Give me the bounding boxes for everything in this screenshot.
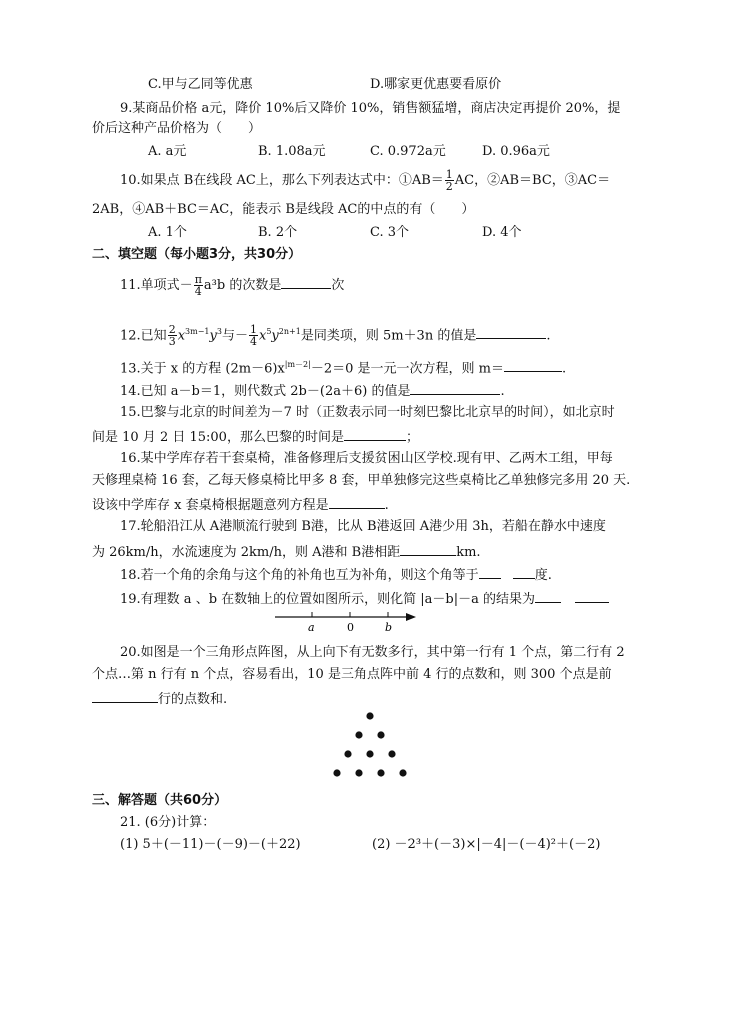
q20-answer-blank[interactable] [92, 688, 158, 703]
q19-answer-blank-2[interactable] [575, 588, 609, 603]
q10-option-b: B. 2个 [258, 225, 298, 240]
triangle-dot-figure [322, 708, 418, 790]
q10-text-post: AC，②AB＝BC，③AC＝ [454, 173, 611, 188]
triangle-dot [355, 731, 362, 738]
q11-text-pre: 11.单项式－ [120, 278, 193, 293]
triangle-dot [399, 769, 406, 776]
q15-line2 [92, 426, 419, 447]
q20-line1: 20.如图是一个三角形点阵图，从上向下有无数多行，其中第一行有 1 个点，第二行有 2 [120, 645, 625, 660]
q14-text-end: . [500, 384, 505, 399]
q9-option-c: C. 0.972a元 [370, 144, 446, 159]
q21-title: 21. (6分)计算： [120, 815, 216, 830]
q12-fraction-1 [168, 324, 177, 347]
q13-text-mid: －2＝0 是一元一次方程，则 m＝ [310, 361, 504, 377]
q12-text-pre: 12.已知 [120, 328, 167, 344]
q12-term-x2-exp: 5 [266, 327, 272, 336]
q9-line2: 价后这种产品价格为（ ） [92, 121, 262, 136]
number-line-arrow [406, 613, 416, 621]
q11-frac-num: π [194, 273, 202, 286]
q20-line3 [92, 688, 227, 709]
q8-option-c: C.甲与乙同等优惠 [148, 77, 253, 92]
q18-answer-blank[interactable] [479, 564, 501, 579]
q12-term-y1: y [209, 328, 217, 344]
triangle-dot [366, 712, 373, 719]
q17-text: 为 26km/h，水流速度为 2km/h，则 A港和 B港相距 [92, 545, 401, 560]
q16-line2: 天修理桌椅 16 套，乙每天修桌椅比甲多 8 套，甲单独修完这些桌椅比乙单独修完多用 20 天. [92, 473, 631, 488]
section3-heading: 三、解答题（共60分） [92, 793, 228, 808]
triangle-dot [355, 769, 362, 776]
q11-text-mid: a³b 的次数是 [203, 278, 282, 293]
q11-fraction [194, 274, 203, 297]
q21-part1: (1) 5＋(－11)－(－9)－(＋22) [120, 837, 301, 852]
q12-f1-den: 3 [168, 335, 176, 349]
q12-line [120, 318, 550, 350]
q13-text-pre: 13.关于 x 的方程 (2m－6)x [120, 361, 285, 377]
q18-line [120, 564, 552, 585]
q18-text-end: 度. [534, 568, 552, 583]
q17-text-end: km. [456, 545, 481, 560]
q15-text-end: ； [405, 430, 419, 445]
q20-text: 行的点数和. [158, 692, 228, 707]
q12-term-x1-exp: 3m−1 [185, 327, 210, 336]
q12-term-y2: y [271, 328, 279, 344]
q10-fraction [445, 169, 454, 192]
q10-line1 [120, 168, 610, 194]
q9-option-b: B. 1.08a元 [258, 144, 326, 159]
q21-part2: (2) －2³＋(－3)×|－4|－(－4)²＋(－2) [372, 837, 601, 852]
q14-answer-blank[interactable] [410, 380, 500, 395]
q12-fraction-2 [249, 324, 258, 347]
q16-text-end: . [384, 498, 389, 513]
q13-answer-blank[interactable] [504, 357, 562, 372]
q12-f2-num: 1 [249, 323, 257, 337]
q9-option-d: D. 0.96a元 [482, 144, 550, 159]
q17-line2 [92, 541, 481, 562]
q12-f2-den: 4 [249, 335, 257, 349]
q10-text-pre: 10.如果点 B在线段 AC上，那么下列表达式中：①AB＝ [120, 173, 444, 188]
q9-line1: 9.某商品价格 a元，降价 10%后又降价 10%，销售额猛增，商店决定再提价 20%，提 [120, 101, 621, 116]
q9-option-a: A. a元 [148, 144, 187, 159]
q20-line2: 个点…第 n 行有 n 个点，容易看出，10 是三角点阵中前 4 行的点数和，则 300 个点是前 [92, 667, 612, 682]
q15-text: 间是 10 月 2 日 15:00，那么巴黎的时间是 [92, 430, 344, 445]
q10-frac-den: 2 [445, 180, 453, 193]
q8-option-d: D.哪家更优惠要看原价 [370, 77, 502, 92]
q14-line [120, 380, 505, 401]
q10-option-a: A. 1个 [148, 225, 187, 240]
q10-option-c: C. 3个 [370, 225, 410, 240]
q13-text-end: . [561, 361, 567, 377]
q14-text: 14.已知 a－b＝1，则代数式 2b－(2a＋6) 的值是 [120, 384, 411, 399]
triangle-dot [377, 769, 384, 776]
section2-heading: 二、填空题（每小题3分，共30分） [92, 247, 302, 262]
q12-answer-blank[interactable] [476, 324, 546, 339]
q16-line3 [92, 494, 389, 515]
number-line-figure [270, 605, 420, 635]
number-line-label-b: b [385, 621, 393, 634]
q16-text: 设该中学库存 x 套桌椅根据题意列方程是 [92, 498, 329, 513]
triangle-dot [388, 750, 395, 757]
q19-text: 19.有理数 a 、b 在数轴上的位置如图所示，则化简 |a－b|－a 的结果为 [120, 592, 535, 607]
q11-line [120, 272, 344, 300]
q16-line1: 16.某中学库存若干套桌椅，准备修理后支援贫困山区学校.现有甲、乙两木工组，甲每 [120, 451, 613, 466]
q18-answer-blank-2[interactable] [513, 564, 535, 579]
q17-line1: 17.轮船沿江从 A港顺流行驶到 B港，比从 B港返回 A港少用 3h，若船在静水中速度 [120, 519, 606, 534]
q12-term-y2-exp: 2n+1 [278, 327, 301, 336]
number-line-label-a: a [308, 621, 315, 634]
q10-option-d: D. 4个 [482, 225, 522, 240]
q12-term-x2: x [258, 328, 267, 344]
q12-text-mid: 与－ [221, 328, 248, 344]
q10-frac-num: 1 [445, 168, 453, 181]
q12-f1-num: 2 [168, 323, 176, 337]
q10-line2: 2AB，④AB＋BC＝AC，能表示 B是线段 AC的中点的有（ ） [92, 202, 475, 217]
q11-answer-blank[interactable] [281, 274, 331, 289]
triangle-dot [377, 731, 384, 738]
q19-answer-blank[interactable] [535, 588, 561, 603]
q12-text-post: 是同类项，则 5m＋3n 的值是 [300, 328, 477, 344]
q15-answer-blank[interactable] [344, 426, 406, 441]
q13-exponent: |m－2| [284, 360, 311, 369]
q11-frac-den: 4 [194, 285, 202, 298]
triangle-dot [333, 769, 340, 776]
number-line-label-0: 0 [347, 621, 354, 634]
q12-term-y1-exp: 3 [216, 327, 222, 336]
triangle-dot [344, 750, 351, 757]
q18-text: 18.若一个角的余角与这个角的补角也互为补角，则这个角等于 [120, 568, 479, 583]
q15-line1: 15.巴黎与北京的时间差为－7 时（正数表示同一时刻巴黎比北京早的时间），如北京时 [120, 405, 615, 420]
q17-answer-blank[interactable] [400, 541, 456, 556]
q13-line [120, 356, 566, 378]
q11-text-post: 次 [331, 278, 345, 293]
q12-text-end: . [546, 328, 551, 344]
triangle-dot [366, 750, 373, 757]
q16-answer-blank[interactable] [329, 494, 385, 509]
q12-term-x1: x [177, 328, 186, 344]
